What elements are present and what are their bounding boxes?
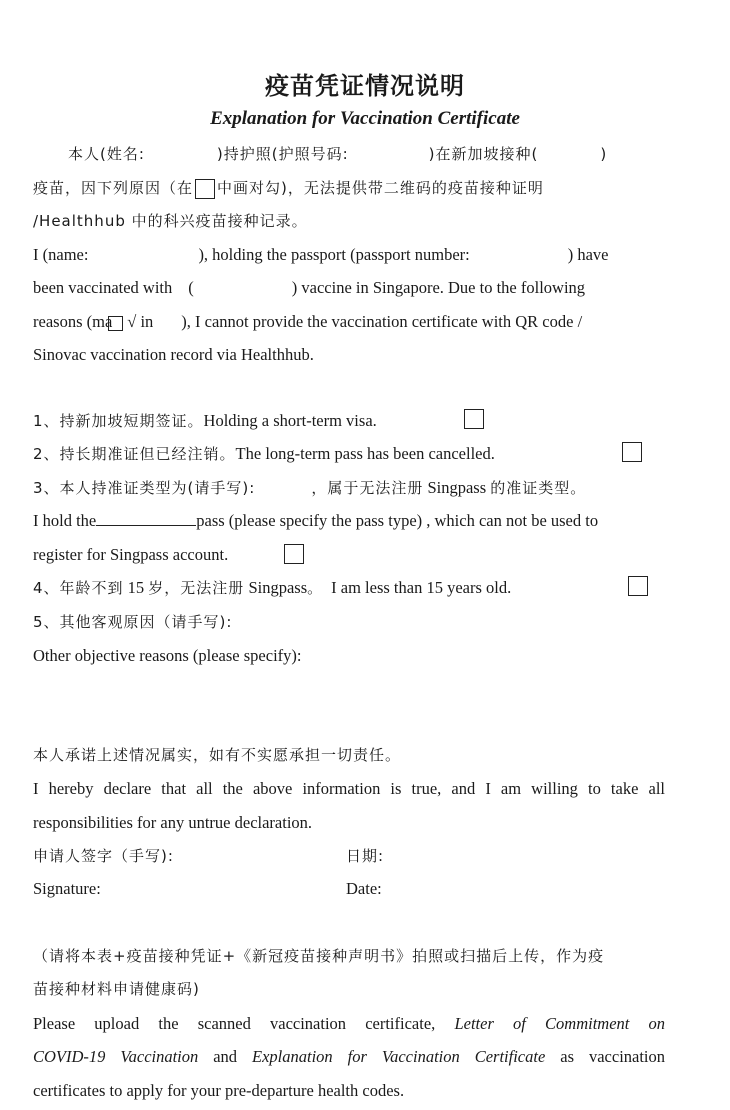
note-en-line2: COVID-19 Vaccination and Explanation for Vaccination Certificate as vaccination	[33, 1047, 666, 1066]
item-3-en-line1: I hold the pass (please specify the pass type) , which can not be used to	[33, 511, 599, 530]
item-5-en: Other objective reasons (please specify):	[33, 646, 302, 665]
title-english: Explanation for Vaccination Certificate	[210, 108, 520, 129]
item-1-checkbox[interactable]	[464, 409, 484, 429]
title-chinese: 疫苗凭证情况说明	[265, 72, 465, 100]
item-2: 2、持长期准证但已经注销。The long-term pass has been cancelled.	[33, 444, 495, 463]
item-4: 4、年龄不到 15 岁，无法注册 Singpass。 I am less than 15 years old.	[33, 578, 512, 597]
intro-zh-line3: /Healthhub 中的科兴疫苗接种记录。	[33, 212, 308, 230]
pass-type-blank[interactable]	[96, 511, 196, 526]
item-3-zh: 3、本人持准证类型为(请手写): ，属于无法注册 Singpass 的准证类型。	[33, 478, 587, 497]
intro-en-line4: Sinovac vaccination record via Healthhub.	[33, 345, 314, 364]
date-label-en: Date:	[346, 879, 382, 898]
date-label-zh: 日期:	[346, 847, 385, 865]
intro-en-line2: been vaccinated with ( ) vaccine in Singapore. Due to the following	[33, 278, 586, 297]
item-2-checkbox[interactable]	[622, 442, 642, 462]
passport-label-zh: )持护照(护照号码:	[216, 145, 349, 163]
signature-label-en: Signature:	[33, 879, 101, 898]
mark-checkbox-icon	[108, 316, 123, 331]
intro-zh-line2: 疫苗，因下列原因（在 中画对勾)，无法提供带二维码的疫苗接种证明	[33, 179, 544, 197]
item-5-zh: 5、其他客观原因（请手写):	[33, 613, 233, 631]
note-zh-line1: （请将本表+疫苗接种凭证+《新冠疫苗接种声明书》拍照或扫描后上传，作为疫	[33, 947, 605, 965]
intro-zh-line1: 本人(姓名: )持护照(护照号码: )在新加坡接种( )	[68, 145, 608, 163]
name-label-zh: 本人(姓名:	[68, 145, 145, 163]
example-checkbox-icon	[195, 179, 215, 199]
note-zh-line2: 苗接种材料申请健康码)	[33, 980, 200, 998]
intro-en-line1: I (name: ), holding the passport (passport number: ) have	[33, 245, 609, 264]
item-4-checkbox[interactable]	[628, 576, 648, 596]
item-3-checkbox[interactable]	[284, 544, 304, 564]
note-en-line3: certificates to apply for your pre-departure health codes.	[33, 1081, 405, 1100]
vaccine-label-zh: )在新加坡接种(	[428, 145, 539, 163]
declaration-en-line1: I hereby declare that all the above information is true, and I am willing to take all	[33, 779, 665, 798]
item-3-en-line2: register for Singpass account.	[33, 545, 229, 564]
intro-en-line3: reasons (ma √ in ), I cannot provide the vaccination certificate with QR code /	[33, 312, 583, 331]
item-1: 1、持新加坡短期签证。Holding a short-term visa.	[33, 411, 377, 430]
declaration-en-line2: responsibilities for any untrue declaration.	[33, 813, 313, 832]
signature-label-zh: 申请人签字（手写):	[33, 847, 174, 865]
declaration-zh: 本人承诺上述情况属实，如有不实愿承担一切责任。	[33, 746, 402, 764]
note-en-line1: Please upload the scanned vaccination certificate, Letter of Commitment on	[33, 1014, 666, 1033]
